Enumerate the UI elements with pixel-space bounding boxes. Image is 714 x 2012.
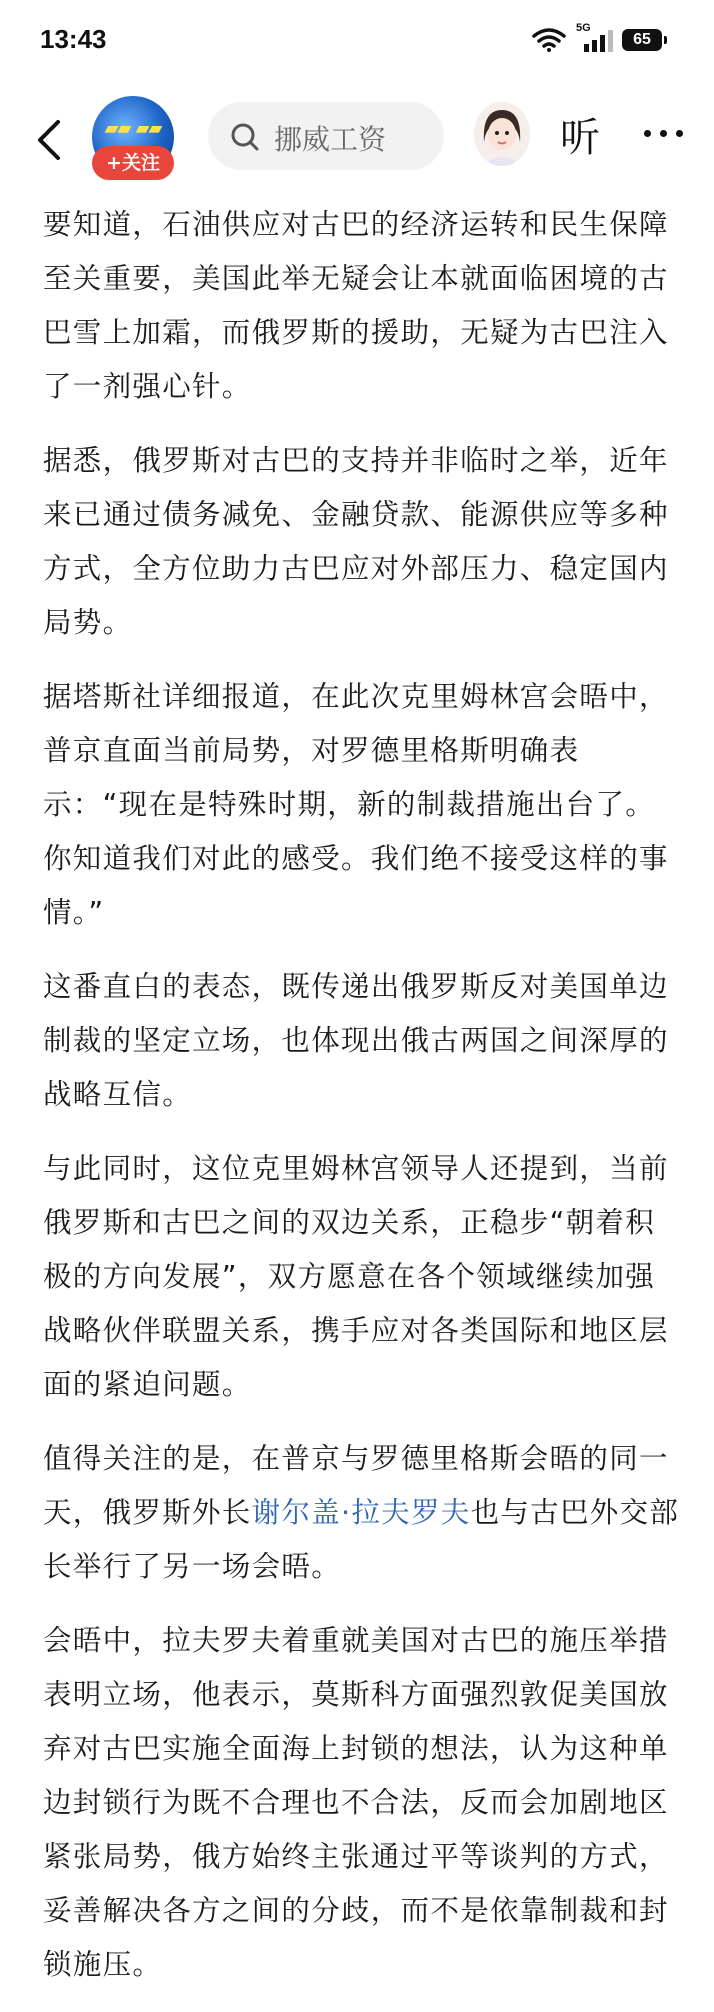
- paragraph-6-text-b: 也与古巴外交部长举行了另一场会晤。: [43, 1496, 680, 1583]
- person-link[interactable]: 谢尔盖·拉夫罗夫: [251, 1496, 471, 1529]
- signal-icon: [584, 30, 614, 52]
- paragraph-6-text-a: 值得关注的是，在普京与罗德里格斯会晤的同一天，俄罗斯外长: [43, 1442, 669, 1529]
- back-icon[interactable]: [30, 110, 70, 170]
- battery-icon: [622, 29, 662, 51]
- search-placeholder: 挪威工资: [274, 123, 387, 156]
- paragraph-4: 这番直白的表态，既传递出俄罗斯反对美国单边制裁的坚定立场，也体现出俄古两国之间深厚的战略互信。: [43, 970, 669, 1111]
- listen-button[interactable]: 听: [560, 115, 600, 161]
- article-body: [43, 198, 683, 2012]
- paragraph-3: 据塔斯社详细报道，在此次克里姆林宫会晤中，普京直面当前局势，对罗德里格斯明确表示：“现在是特殊时期，新的制裁措施出台了。你知道我们对此的感受。我们绝不接受这样的事情。”: [43, 680, 669, 929]
- avatar[interactable]: [474, 102, 530, 166]
- paragraph-6: [43, 1432, 683, 1594]
- paragraph-7: 会晤中，拉夫罗夫着重就美国对古巴的施压举措表明立场，他表示，莫斯科方面强烈敦促美国放弃对古巴实施全面海上封锁的想法，认为这种单边封锁行为既不合理也不合法，反而会加剧地区紧张局势，俄方始终主张通过平等谈判的方式，妥善解决各方之间的分歧，而不是依靠制裁和封锁施压。: [43, 1624, 669, 1981]
- search-icon: [230, 122, 260, 152]
- status-bar: [0, 0, 714, 80]
- logo-graphic: ▰▰ ▰▰: [104, 118, 162, 139]
- network-type: 5G: [576, 22, 591, 34]
- search-box[interactable]: [208, 102, 444, 170]
- paragraph-1: 要知道，石油供应对古巴的经济运转和民生保障至关重要，美国此举无疑会让本就面临困境的古巴雪上加霜，而俄罗斯的援助，无疑为古巴注入了一剂强心针。: [43, 208, 669, 403]
- battery-level: 65: [633, 31, 651, 48]
- paragraph-2: 据悉，俄罗斯对古巴的支持并非临时之举，近年来已通过债务减免、金融贷款、能源供应等多种方式，全方位助力古巴应对外部压力、稳定国内局势。: [43, 444, 669, 639]
- wifi-icon: [532, 28, 566, 52]
- follow-button[interactable]: +关注: [92, 146, 174, 180]
- more-icon[interactable]: [640, 122, 690, 142]
- top-bar: [0, 96, 714, 186]
- status-time: 13:43: [40, 24, 107, 54]
- paragraph-5: 与此同时，这位克里姆林宫领导人还提到，当前俄罗斯和古巴之间的双边关系，正稳步“朝着积极的方向发展”，双方愿意在各个领域继续加强战略伙伴联盟关系，携手应对各类国际和地区层面的紧迫问题。: [43, 1152, 669, 1401]
